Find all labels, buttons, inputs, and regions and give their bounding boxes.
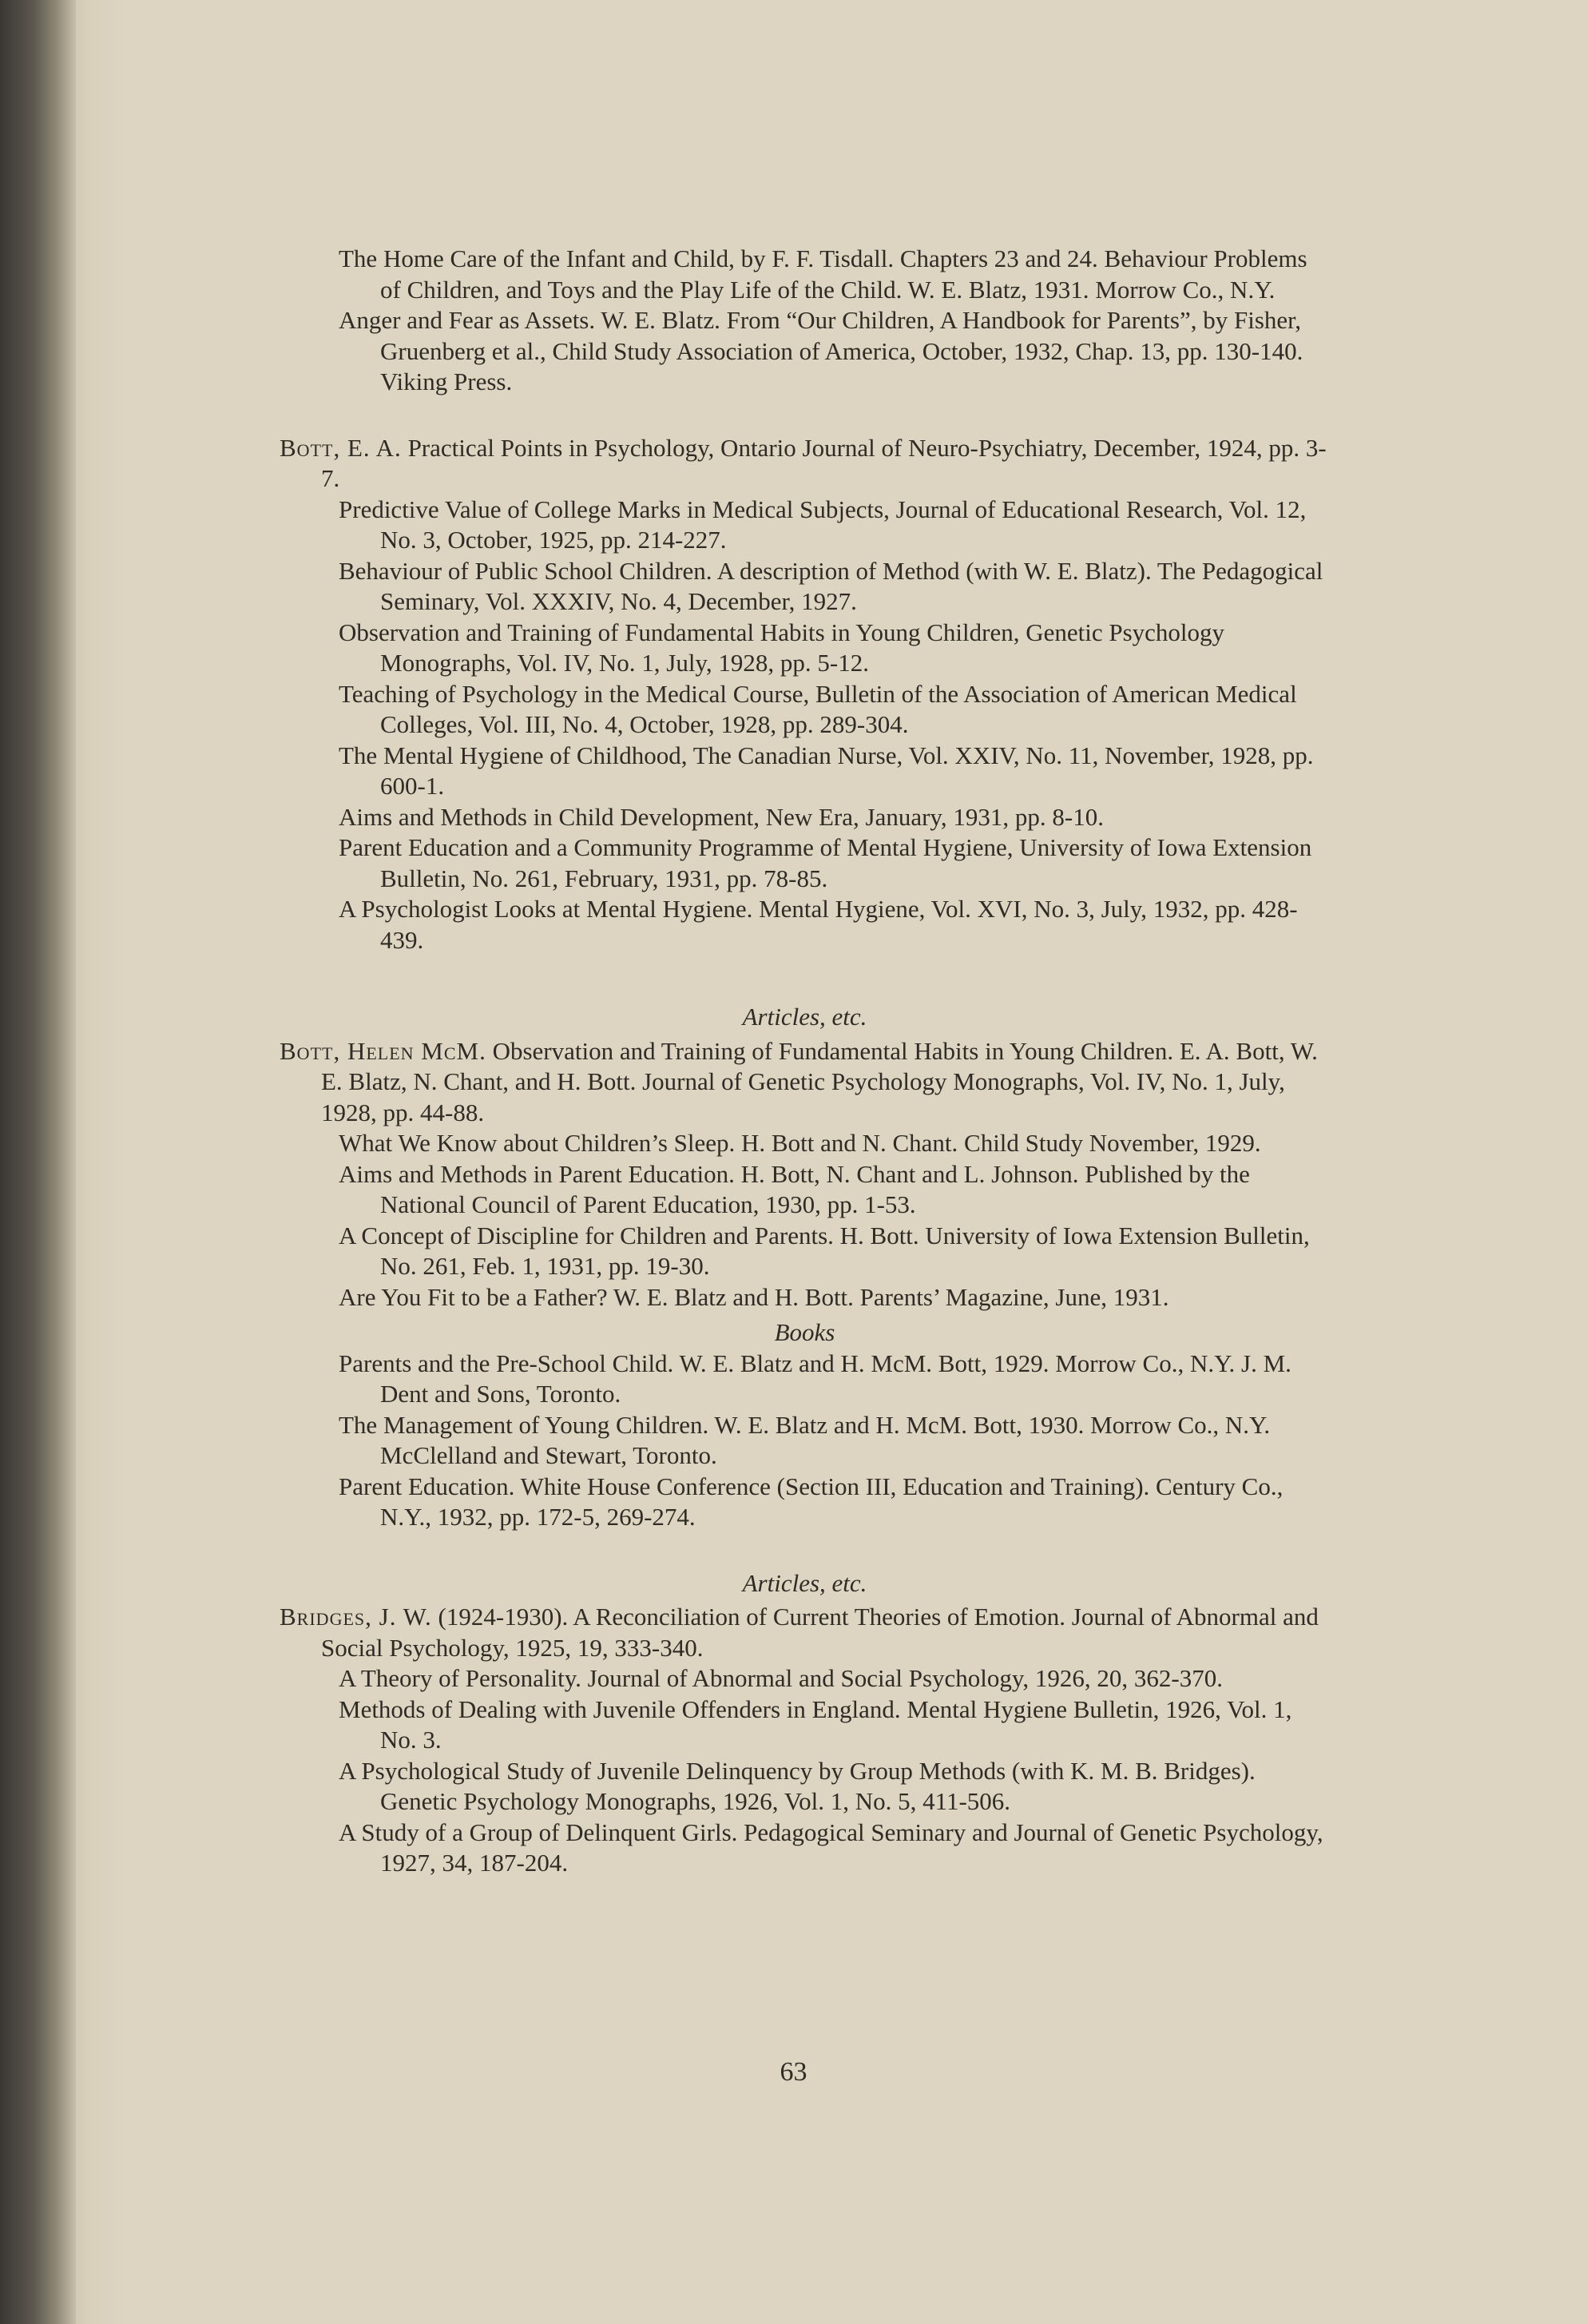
section-heading-books: Books	[774, 1318, 835, 1346]
bibliography-entry: A Theory of Personality. Journal of Abnormal and Social Psychology, 1926, 20, 362-370.	[339, 1664, 1223, 1692]
bibliography-entry: The Home Care of the Infant and Child, by F. F. Tisdall. Chapters 23 and 24. Behaviour Problems of Children, and Toys and the Play Life of the Child. W. E. Blatz, 1931. Morrow Co., N.Y.	[339, 244, 1307, 304]
bibliography-text	[280, 244, 1330, 1879]
bibliography-entry: The Management of Young Children. W. E. Blatz and H. McM. Bott, 1930. Morrow Co., N.Y. McClelland and Stewart, Toronto.	[339, 1410, 1271, 1469]
bibliography-entry: Predictive Value of College Marks in Medical Subjects, Journal of Educational Research, Vol. 12, No. 3, October, 1925, pp. 214-227.	[339, 495, 1307, 554]
bibliography-entry: What We Know about Children’s Sleep. H. Bott and N. Chant. Child Study November, 1929.	[339, 1129, 1261, 1157]
book-gutter	[0, 0, 76, 2324]
section-heading-articles: Articles, etc.	[742, 1568, 867, 1597]
bibliography-entry-author-start	[280, 1036, 1330, 1129]
bibliography-entry: Parent Education and a Community Programme of Mental Hygiene, University of Iowa Extension Bulletin, No. 261, February, 1931, pp. 78-85.	[339, 833, 1312, 892]
author-name: Bott, E. A.	[280, 433, 402, 462]
author-name: Bott, Helen McM.	[280, 1036, 486, 1065]
page-number: 63	[780, 2057, 807, 2087]
bibliography-entry: Aims and Methods in Parent Education. H. Bott, N. Chant and L. Johnson. Published by the National Council of Parent Education, 1930, pp. 1-53.	[339, 1159, 1250, 1218]
bibliography-entry: A Concept of Discipline for Children and Parents. H. Bott. University of Iowa Extension Bulletin, No. 261, Feb. 1, 1931, pp. 19-30.	[339, 1221, 1310, 1280]
bibliography-entry: Parents and the Pre-School Child. W. E. Blatz and H. McM. Bott, 1929. Morrow Co., N.Y. J. M. Dent and Sons, Toronto.	[339, 1349, 1291, 1408]
bibliography-entry: A Psychological Study of Juvenile Delinquency by Group Methods (with K. M. B. Bridges). Genetic Psychology Monographs, 1926, Vol. 1, No. 5, 411-506.	[339, 1756, 1256, 1815]
bibliography-entry: Anger and Fear as Assets. W. E. Blatz. From “Our Children, A Handbook for Parents”, by Fisher, Gruenberg et al., Child Study Association of America, October, 1932, Chap. 13, pp. 130-140. Viking Press.	[339, 306, 1303, 395]
entry-text: Practical Points in Psychology, Ontario Journal of Neuro-Psychiatry, December, 1924, pp. 3-7.	[321, 433, 1327, 492]
bibliography-entry: Are You Fit to be a Father? W. E. Blatz and H. Bott. Parents’ Magazine, June, 1931.	[339, 1282, 1169, 1311]
bibliography-entry: Behaviour of Public School Children. A description of Method (with W. E. Blatz). The Pedagogical Seminary, Vol. XXXIV, No. 4, December, 1927.	[339, 556, 1323, 615]
bibliography-entry: A Psychologist Looks at Mental Hygiene. Mental Hygiene, Vol. XVI, No. 3, July, 1932, pp. 428-439.	[339, 895, 1298, 954]
bibliography-entry-author-start	[280, 433, 1330, 495]
bibliography-entry: A Study of a Group of Delinquent Girls. Pedagogical Seminary and Journal of Genetic Psychology, 1927, 34, 187-204.	[339, 1817, 1323, 1877]
bibliography-entry-author-start	[280, 1602, 1330, 1663]
entry-text: Observation and Training of Fundamental Habits in Young Children. E. A. Bott, W. E. Blatz, N. Chant, and H. Bott. Journal of Genetic Psychology Monographs, Vol. IV, No. 1, July, 1928, pp. 44-88.	[321, 1036, 1318, 1126]
bibliography-entry: Parent Education. White House Conference (Section III, Education and Training). Century Co., N.Y., 1932, pp. 172-5, 269-274.	[339, 1472, 1283, 1531]
bibliography-entry: Teaching of Psychology in the Medical Course, Bulletin of the Association of American Medical Colleges, Vol. III, No. 4, October, 1928, pp. 289-304.	[339, 679, 1297, 738]
bibliography-entry: The Mental Hygiene of Childhood, The Canadian Nurse, Vol. XXIV, No. 11, November, 1928, pp. 600-1.	[339, 741, 1314, 800]
author-name: Bridges, J. W.	[280, 1603, 432, 1631]
entry-text: (1924-1930). A Reconciliation of Current Theories of Emotion. Journal of Abnormal and Social Psychology, 1925, 19, 333-340.	[321, 1603, 1319, 1662]
bibliography-entry: Methods of Dealing with Juvenile Offenders in England. Mental Hygiene Bulletin, 1926, Vol. 1, No. 3.	[339, 1694, 1292, 1754]
bibliography-entry: Aims and Methods in Child Development, New Era, January, 1931, pp. 8-10.	[339, 802, 1104, 831]
section-heading-articles: Articles, etc.	[742, 1003, 867, 1031]
bibliography-entry: Observation and Training of Fundamental Habits in Young Children, Genetic Psychology Monographs, Vol. IV, No. 1, July, 1928, pp. 5-12.	[339, 618, 1225, 677]
